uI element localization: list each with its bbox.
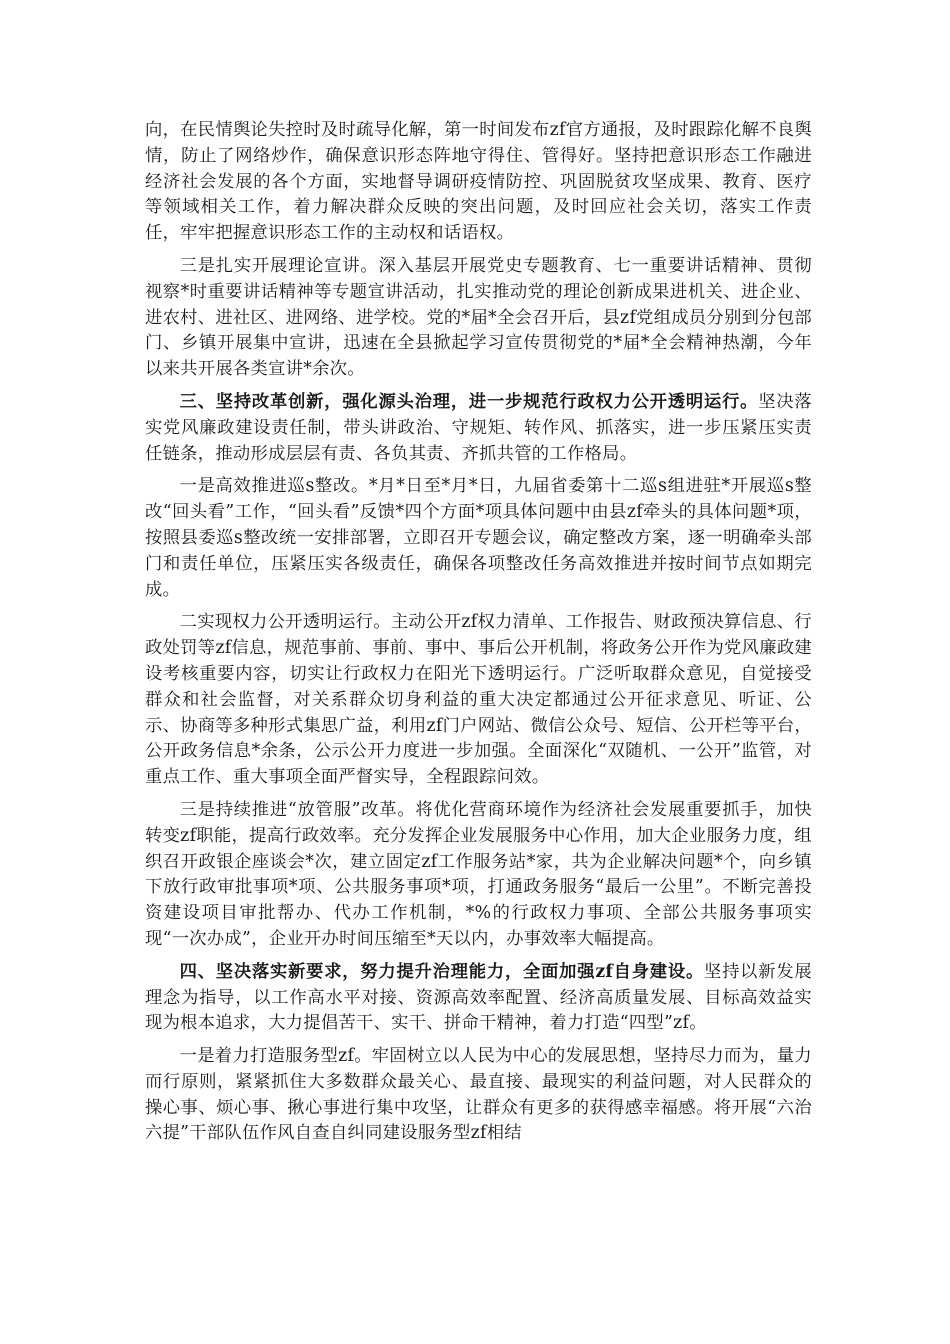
paragraph-4: [145, 474, 812, 603]
paragraph-8: [145, 1044, 812, 1147]
paragraph-2: [145, 254, 812, 383]
section-3-text: 坚决落实党风廉政建设责任制，带头讲政治、守规矩、转作风、抓落实，进一步压紧压实责任链条，推动形成层层有责、各负其责、齐抓共管的工作格局。: [145, 391, 812, 464]
section-3-heading: 三、坚持改革创新，强化源头治理，进一步规范行政权力公开透明运行。: [179, 391, 759, 412]
document-body: [145, 118, 812, 1154]
paragraph-5: [145, 610, 812, 791]
paragraph-1-text: 向，在民情舆论失控时及时疏导化解，第一时间发布zf官方通报，及时跟踪化解不良舆情，防止了网络炒作，确保意识形态阵地守得住、管得好。坚持把意识形态工作融进经济社会发展的各个方面，实地督导调研疫情防控、巩固脱贫攻坚成果、教育、医疗等领域相关工作，着力解决群众反映的突出问题，及时回应社会关切，落实工作责任，牢牢把握意识形态工作的主动权和话语权。: [145, 120, 812, 244]
section-3-paragraph: [145, 390, 812, 467]
paragraph-4-text: 一是高效推进巡s整改。*月*日至*月*日，九届省委第十二巡s组进驻*开展巡s整改“回头看”工作，“回头看”反馈*四个方面*项具体问题中由县zf牵头的具体问题*项，按照县委巡s整改统一安排部署，立即召开专题会议，确定整改方案，逐一明确牵头部门和责任单位，压紧压实各级责任，确保各项整改任务高效推进并按时间节点如期完成。: [145, 476, 812, 600]
paragraph-5-text: 二实现权力公开透明运行。主动公开zf权力清单、工作报告、财政预决算信息、行政处罚等zf信息，规范事前、事前、事中、事后公开机制，将政务公开作为党风廉政建设考核重要内容，切实让行政权力在阳光下透明运行。广泛听取群众意见，自觉接受群众和社会监督，对关系群众切身利益的重大决定都通过公开征求意见、听证、公示、协商等多种形式集思广益，利用zf门户网站、微信公众号、短信、公开栏等平台，公开政务信息*余条，公示公开力度进一步加强。全面深化“双随机、一公开”监管，对重点工作、重大事项全面严督实导，全程跟踪问效。: [145, 612, 812, 788]
paragraph-1: [145, 118, 812, 247]
paragraph-6: [145, 798, 812, 953]
paragraph-8-text: 一是着力打造服务型zf。牢固树立以人民为中心的发展思想，坚持尽力而为，量力而行原则，紧紧抓住大多数群众最关心、最直接、最现实的利益问题，对人民群众的操心事、烦心事、揪心事进行集中攻坚，让群众有更多的获得感幸福感。将开展“六治六提”干部队伍作风自查自纠同建设服务型zf相结: [145, 1046, 812, 1144]
paragraph-6-text: 三是持续推进“放管服”改革。将优化营商环境作为经济社会发展重要抓手，加快转变zf职能，提高行政效率。充分发挥企业发展服务中心作用，加大企业服务力度，组织召开政银企座谈会*次，建立固定zf工作服务站*家，共为企业解决问题*个，向乡镇下放行政审批事项*项、公共服务事项*项，打通政务服务“最后一公里”。不断完善投资建设项目审批帮办、代办工作机制，*%的行政权力事项、全部公共服务事项实现“一次办成”，企业开办时间压缩至*天以内，办事效率大幅提高。: [145, 799, 812, 949]
section-4-heading: 四、坚决落实新要求，努力提升治理能力，全面加强zf自身建设。: [179, 961, 705, 982]
section-4-text: 坚持以新发展理念为指导，以工作高水平对接、资源高效率配置、经济高质量发展、目标高效益实现为根本追求，大力提倡苦干、实干、拼命干精神，着力打造“四型”zf。: [145, 961, 812, 1034]
section-4-paragraph: [145, 960, 812, 1037]
paragraph-2-text: 三是扎实开展理论宣讲。深入基层开展党史专题教育、七一重要讲话精神、贯彻视察*时重要讲话精神等专题宣讲活动，扎实推动党的理论创新成果进机关、进企业、进农村、进社区、进网络、进学校。党的*届*全会召开后，县zf党组成员分别到分包部门、乡镇开展集中宣讲，迅速在全县掀起学习宣传贯彻党的*届*全会精神热潮，今年以来共开展各类宣讲*余次。: [145, 255, 812, 380]
